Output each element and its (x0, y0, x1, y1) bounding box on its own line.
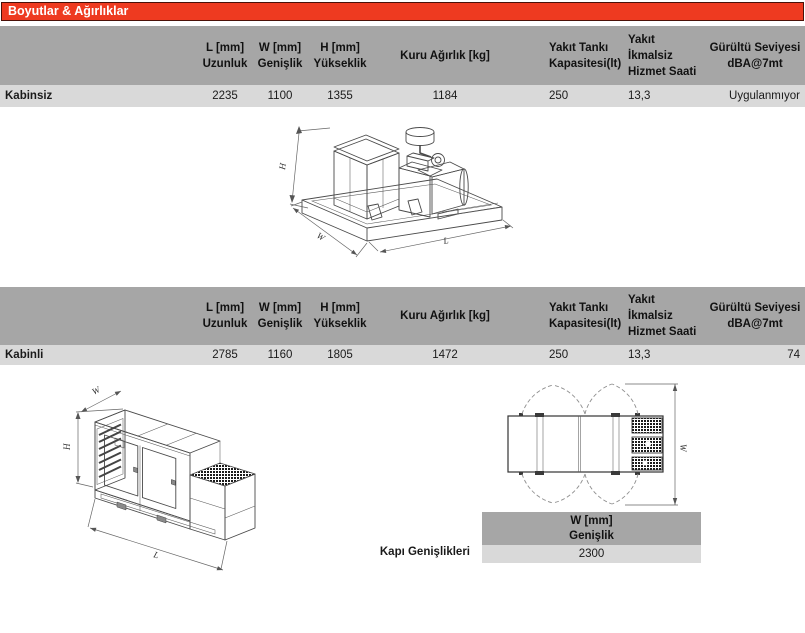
dim-label-w: W (314, 230, 327, 243)
louver-panel (97, 419, 123, 485)
canopy-genset-drawing (45, 378, 300, 606)
door-width-table-header: W [mm] Genişlik (482, 512, 701, 545)
radiator-grille-top (632, 418, 662, 470)
door-swing-top-view-drawing (485, 378, 710, 510)
value-service-hours: 13,3 (628, 349, 651, 361)
door-width-value: 2300 (482, 545, 701, 563)
value-fuel-tank: 250 (549, 90, 569, 102)
col-header-empty (0, 26, 195, 85)
door-handle (171, 480, 175, 486)
col-header-length: L [mm] Uzunluk (202, 41, 248, 70)
value-noise-level: 74 (787, 349, 800, 361)
dim-label-h: H (62, 443, 72, 450)
base-skid (95, 490, 215, 534)
dimension-lines (277, 126, 513, 257)
dim-label-h: H (277, 162, 288, 171)
dim-label-l: L (152, 549, 161, 561)
col-header-noise-level: Gürültü Seviyesi dBA@7mt (709, 302, 801, 330)
col-header-height: H [mm] Yükseklik (313, 41, 367, 70)
section-title-bar (1, 2, 804, 21)
door-width-label: Kapı Genişlikleri (379, 546, 470, 558)
value-height: 1355 (327, 90, 353, 102)
open-genset-drawing (272, 108, 522, 273)
dim-label-l: L (442, 235, 450, 246)
col-header-fuel-tank: Yakıt Tankı Kapasitesi(lt) (549, 302, 622, 330)
value-length: 2235 (212, 90, 238, 102)
radiator-end-box (190, 463, 255, 540)
table-row-kabinsiz (0, 85, 805, 107)
forklift-slot (117, 502, 126, 510)
col-header-width: W [mm] Genişlik (257, 41, 303, 70)
dim-label-w: W (678, 444, 688, 452)
row-label: Kabinli (5, 349, 44, 361)
col-header-width: W [mm] Genişlik (257, 302, 303, 330)
col-header-length: L [mm] Uzunluk (202, 302, 248, 330)
row-label: Kabinsiz (5, 90, 53, 102)
base-skid (302, 179, 502, 241)
table-row-kabinli (0, 345, 805, 365)
door-handle (134, 467, 138, 473)
section-title: Boyutlar & Ağırlıklar (8, 4, 129, 18)
value-dry-weight: 1184 (432, 90, 458, 102)
value-service-hours: 13,3 (628, 90, 651, 102)
door-swing-arcs (522, 384, 638, 504)
dim-label-w: W (90, 384, 102, 397)
value-length: 2785 (212, 349, 238, 361)
col-header-noise-level: Gürültü Seviyesi dBA@7mt (709, 41, 801, 70)
col-header-dry-weight: Kuru Ağırlık [kg] (400, 310, 490, 322)
value-dry-weight: 1472 (432, 349, 458, 361)
value-width: 1100 (267, 90, 293, 102)
value-height: 1805 (327, 349, 353, 361)
col-header-dry-weight: Kuru Ağırlık [kg] (400, 49, 490, 62)
col-header-empty (0, 287, 195, 345)
value-fuel-tank: 250 (549, 349, 569, 361)
col-header-service-hours: Yakıt İkmalsiz Hizmet Saati (628, 294, 697, 338)
radiator (334, 135, 399, 219)
table-kabinli-header (0, 287, 805, 345)
value-noise-level: Uygulanmıyor (729, 90, 800, 102)
value-width: 1160 (267, 349, 293, 361)
col-header-service-hours: Yakıt İkmalsiz Hizmet Saati (628, 33, 697, 78)
forklift-slot (157, 515, 166, 523)
col-header-fuel-tank: Yakıt Tankı Kapasitesi(lt) (549, 41, 622, 70)
service-doors (105, 435, 176, 511)
table-kabinsiz-header (0, 26, 805, 85)
col-header-height: H [mm] Yükseklik (313, 302, 367, 330)
